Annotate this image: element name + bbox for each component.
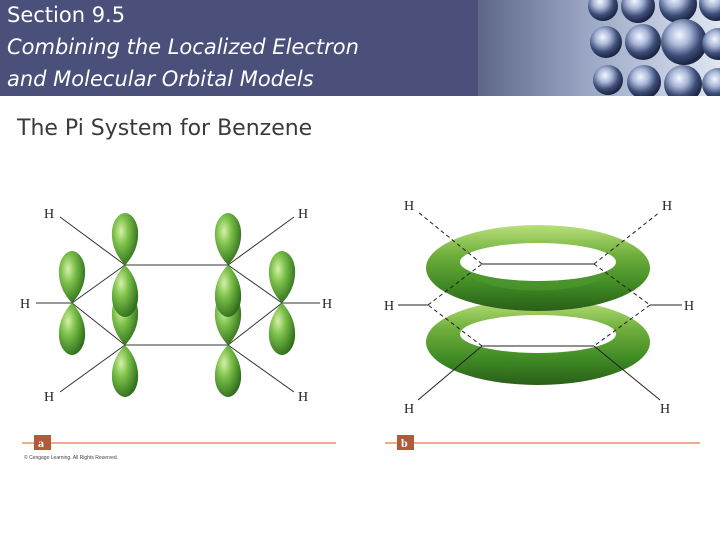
- upper-torus: [426, 225, 650, 311]
- ch-bonds: [36, 217, 320, 392]
- atom-label-h: H: [404, 402, 415, 417]
- section-title-line-2: and Molecular Orbital Models: [7, 67, 314, 91]
- atom-label-h: H: [684, 299, 695, 314]
- slide-subtitle: The Pi System for Benzene: [17, 116, 313, 141]
- section-label: Section 9.5: [7, 3, 126, 27]
- atom-label-h: H: [298, 390, 309, 405]
- benzene-ring-bonds: [72, 265, 282, 345]
- panel-b-pi-molecular-orbital: [384, 199, 700, 450]
- copyright-notice: © Cengage Learning. All Rights Reserved.: [24, 455, 119, 461]
- atom-label-h: H: [44, 390, 55, 405]
- atom-label-h: H: [662, 199, 673, 214]
- section-title-line-1: Combining the Localized Electron: [7, 35, 359, 59]
- atom-label-h: H: [384, 299, 395, 314]
- atom-label-h: H: [298, 207, 309, 222]
- panel-b-tag: b: [401, 436, 408, 450]
- atom-label-h: H: [660, 402, 671, 417]
- atom-label-h: H: [44, 207, 55, 222]
- p-orbital-lobes: [59, 213, 295, 397]
- lower-torus: [426, 299, 650, 385]
- panel-a-tag: a: [38, 436, 44, 450]
- atom-label-h: H: [404, 199, 415, 214]
- panel-a-p-orbitals: [20, 207, 336, 450]
- atom-label-h: H: [20, 297, 31, 312]
- atom-label-h: H: [322, 297, 333, 312]
